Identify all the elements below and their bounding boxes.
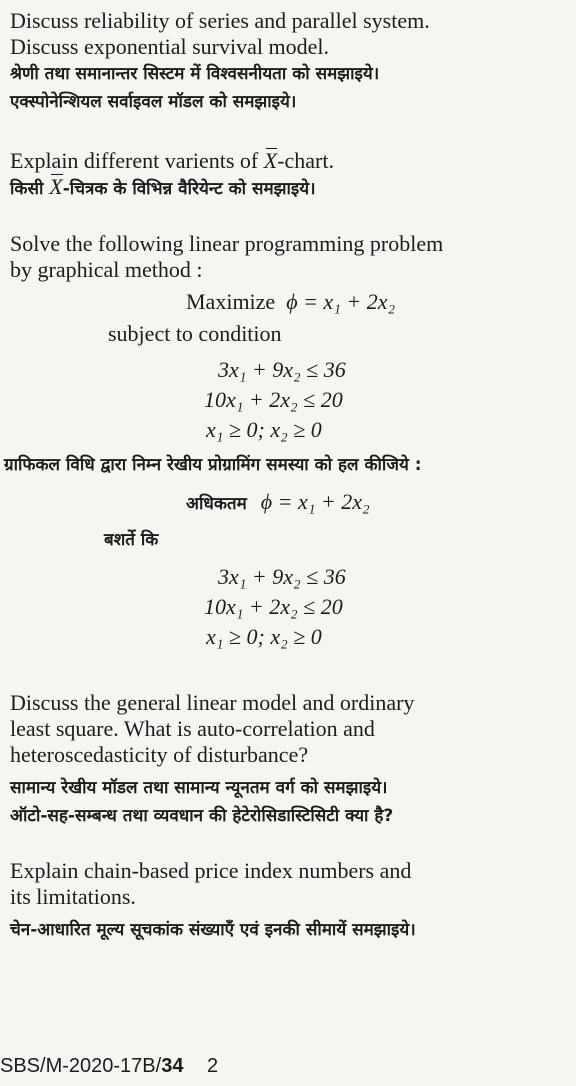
q3-hi-line1: ग्राफिकल विधि द्वारा निम्न रेखीय प्रोग्रामिंग समस्या को हल कीजिये : [4, 455, 422, 475]
page-number: 2 [207, 1055, 219, 1077]
q3-hi-constraint-3: x₁ ≥ 0; x₂ ≥ 0 [206, 624, 322, 649]
q3-hi-constraint-1: 3x₁ + 9x₂ ≤ 36 [218, 564, 346, 589]
q5-hi-line1: चेन-आधारित मूल्य सूचकांक संख्याएँ एवं इनकी सीमायें समझाइये। [10, 920, 416, 940]
q4-en-line1: Discuss the general linear model and ordinary [10, 690, 415, 715]
page-footer [0, 1055, 218, 1078]
q1-en-line1: Discuss reliability of series and parallel system. [10, 8, 430, 33]
q1-hi-line2: एक्स्पोनेन्शियल सर्वाइवल मॉडल को समझाइये। [10, 92, 297, 112]
q2-hi: किसी X-चित्रक के विभिन्न वैरियेन्ट को समझाइये। [10, 174, 316, 199]
q3-hi-subject: बशर्ते कि [104, 530, 159, 550]
q3-en-line1: Solve the following linear programming problem [10, 231, 444, 256]
q2-en: Explain different varients of X-chart. [10, 148, 334, 173]
x-bar-symbol-hi: X [49, 174, 63, 199]
paper-code: SBS/M-2020-17B/ [0, 1055, 162, 1077]
x-bar-symbol: X [263, 148, 278, 173]
q4-en-line2: least square. What is auto-correlation and [10, 716, 375, 741]
q4-hi-line1: सामान्य रेखीय मॉडल तथा सामान्य न्यूनतम वर्ग को समझाइये। [10, 778, 388, 798]
q4-hi-line2: ऑटो-सह-सम्बन्ध तथा व्यवधान की हेटेरोसिडास्टिसिटी क्या है? [10, 806, 394, 826]
q3-constraint-2: 10x₁ + 2x₂ ≤ 20 [204, 387, 343, 412]
q3-constraint-1: 3x₁ + 9x₂ ≤ 36 [218, 357, 346, 382]
q3-subject: subject to condition [108, 321, 282, 346]
q4-en-line3: heteroscedasticity of disturbance? [10, 742, 309, 767]
q3-hi-constraint-2: 10x₁ + 2x₂ ≤ 20 [204, 594, 343, 619]
q1-hi-line1: श्रेणी तथा समानान्तर सिस्टम में विश्वसनीयता को समझाइये। [10, 64, 380, 84]
paper-code-number: 34 [161, 1055, 184, 1077]
q3-constraint-3: x₁ ≥ 0; x₂ ≥ 0 [206, 417, 322, 442]
q1-en-line2: Discuss exponential survival model. [10, 34, 329, 59]
q5-en-line1: Explain chain-based price index numbers and [10, 858, 412, 883]
q3-hi-objective: अधिकतम ϕ = x₁ + 2x₂ [186, 489, 370, 514]
q5-en-line2: its limitations. [10, 884, 136, 909]
q3-en-line2: by graphical method : [10, 257, 203, 282]
q3-objective: Maximize ϕ = x₁ + 2x₂ [186, 289, 396, 314]
